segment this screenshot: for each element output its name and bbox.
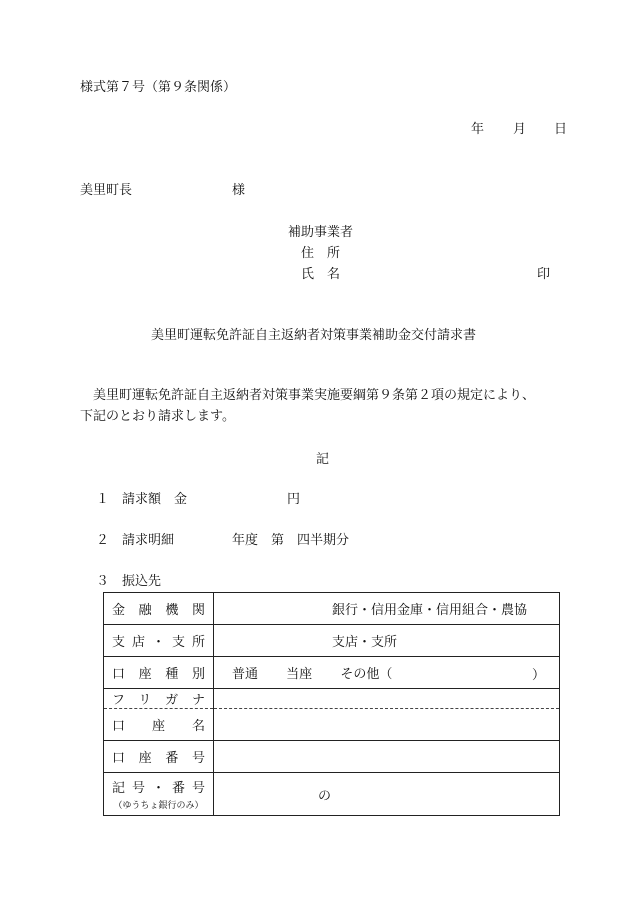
symbol-number-label: 記号・番号 (112, 781, 205, 796)
table-row (104, 689, 560, 709)
item-2-number: ２ (96, 533, 110, 548)
account-type-label: 口座種別 (104, 657, 214, 689)
item-2-value: 年度 第 四半期分 (232, 533, 350, 548)
body-line-2: 下記のとおり請求します。 (80, 409, 235, 424)
recipient-name: 美里町長 (80, 183, 133, 198)
item-3-label: 振込先 (122, 574, 162, 589)
item-1-label: 請求額 金 (122, 492, 188, 507)
branch-cell[interactable] (214, 625, 560, 657)
account-type-close-paren: ） (531, 668, 545, 683)
account-name-label: 口座名 (104, 709, 214, 741)
table-row (104, 741, 560, 773)
table-row (104, 625, 560, 657)
bank-type-options: 銀行・信用金庫・信用組合・農協 (332, 603, 528, 618)
document-title: 美里町運転免許証自主返納者対策事業補助金交付請求書 (151, 328, 477, 343)
applicant-address-label: 住 所 (301, 246, 341, 261)
branch-type-options: 支店・支所 (332, 635, 398, 650)
yucho-only-note: （ゆうちょ銀行のみ） (113, 801, 204, 811)
symbol-number-label-cell (104, 773, 214, 816)
date-year-label: 年 (471, 122, 485, 137)
furigana-cell[interactable] (214, 689, 560, 709)
applicant-title: 補助事業者 (288, 225, 354, 240)
branch-label: 支店・支所 (104, 625, 214, 657)
account-number-cell[interactable] (214, 741, 560, 773)
bank-name-label: 金融機関 (104, 593, 214, 625)
seal-mark: 印 (537, 267, 551, 282)
account-type-cell[interactable] (214, 657, 560, 689)
ki-heading: 記 (316, 452, 330, 467)
table-row (104, 657, 560, 689)
body-line-1: 美里町運転免許証自主返納者対策事業実施要綱第９条第２項の規定により、 (93, 388, 536, 403)
item-2-label: 請求明細 (122, 533, 175, 548)
item-3-number: ３ (96, 574, 110, 589)
bank-transfer-table (103, 592, 560, 816)
furigana-label: フリガナ (104, 689, 214, 709)
symbol-number-cell[interactable] (214, 773, 560, 816)
table-row (104, 709, 560, 741)
table-row (104, 773, 560, 816)
bank-name-cell[interactable] (214, 593, 560, 625)
recipient-honorific: 様 (232, 183, 246, 198)
form-number: 様式第７号（第９条関係） (80, 80, 237, 95)
table-row (104, 593, 560, 625)
account-name-cell[interactable] (214, 709, 560, 741)
item-1-number: １ (96, 492, 110, 507)
account-type-option-current[interactable]: 当座 (286, 667, 313, 682)
account-type-option-ordinary[interactable]: 普通 (232, 667, 259, 682)
account-number-label: 口座番号 (104, 741, 214, 773)
symbol-number-separator: の (318, 788, 332, 804)
applicant-name-label: 氏 名 (301, 267, 341, 282)
account-type-option-other[interactable]: その他（ (340, 667, 393, 682)
date-month-label: 月 (513, 122, 527, 137)
item-1-value: 円 (287, 492, 301, 507)
date-day-label: 日 (554, 122, 568, 137)
